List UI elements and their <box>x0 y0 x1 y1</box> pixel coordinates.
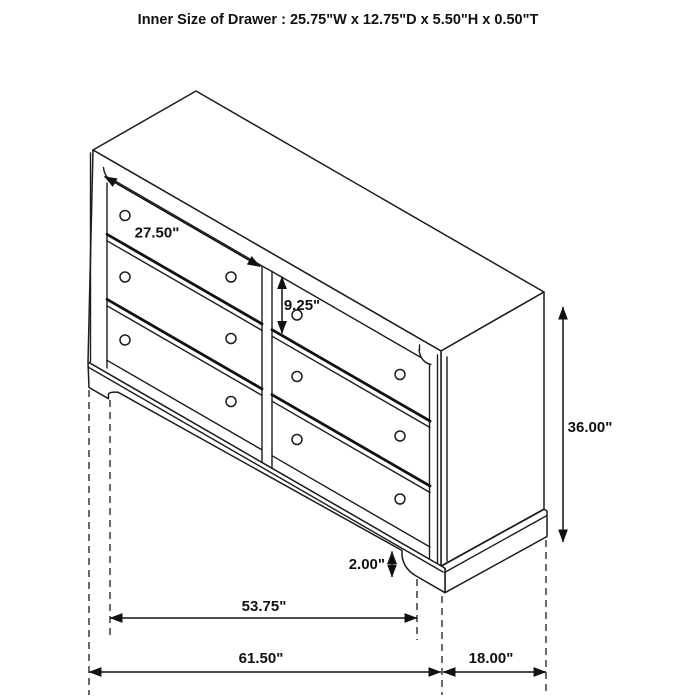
dimension-leg-span <box>110 598 417 618</box>
drawer-front-height-label: 9.25" <box>283 297 321 314</box>
leg-span-label: 53.75" <box>241 598 287 615</box>
drawer-knob <box>292 435 302 445</box>
dimension-overall-width <box>89 650 441 672</box>
dresser-drawing <box>88 91 547 593</box>
overall-depth-label: 18.00" <box>468 650 514 667</box>
drawer-knob <box>226 272 236 282</box>
drawer-knob <box>395 370 405 380</box>
page-title: Inner Size of Drawer : 25.75"W x 12.75"D x 5.50"H x 0.50"T <box>137 12 539 28</box>
dimension-base-height <box>349 552 392 578</box>
drawer-bank-width-label: 27.50" <box>134 224 180 242</box>
drawer-knob <box>395 431 405 441</box>
overall-width-label: 61.50" <box>238 650 284 667</box>
drawer-knob <box>120 211 130 221</box>
base-height-label: 2.00" <box>348 556 385 573</box>
drawer-knob <box>120 335 130 345</box>
dimension-overall-height <box>563 307 612 542</box>
drawer-knob <box>395 494 405 504</box>
drawer-knob <box>226 397 236 407</box>
dimension-overall-depth <box>443 650 546 672</box>
drawer-knob <box>292 372 302 382</box>
drawer-knob <box>226 334 236 344</box>
overall-height-label: 36.00" <box>567 419 613 436</box>
drawer-knob <box>120 272 130 282</box>
